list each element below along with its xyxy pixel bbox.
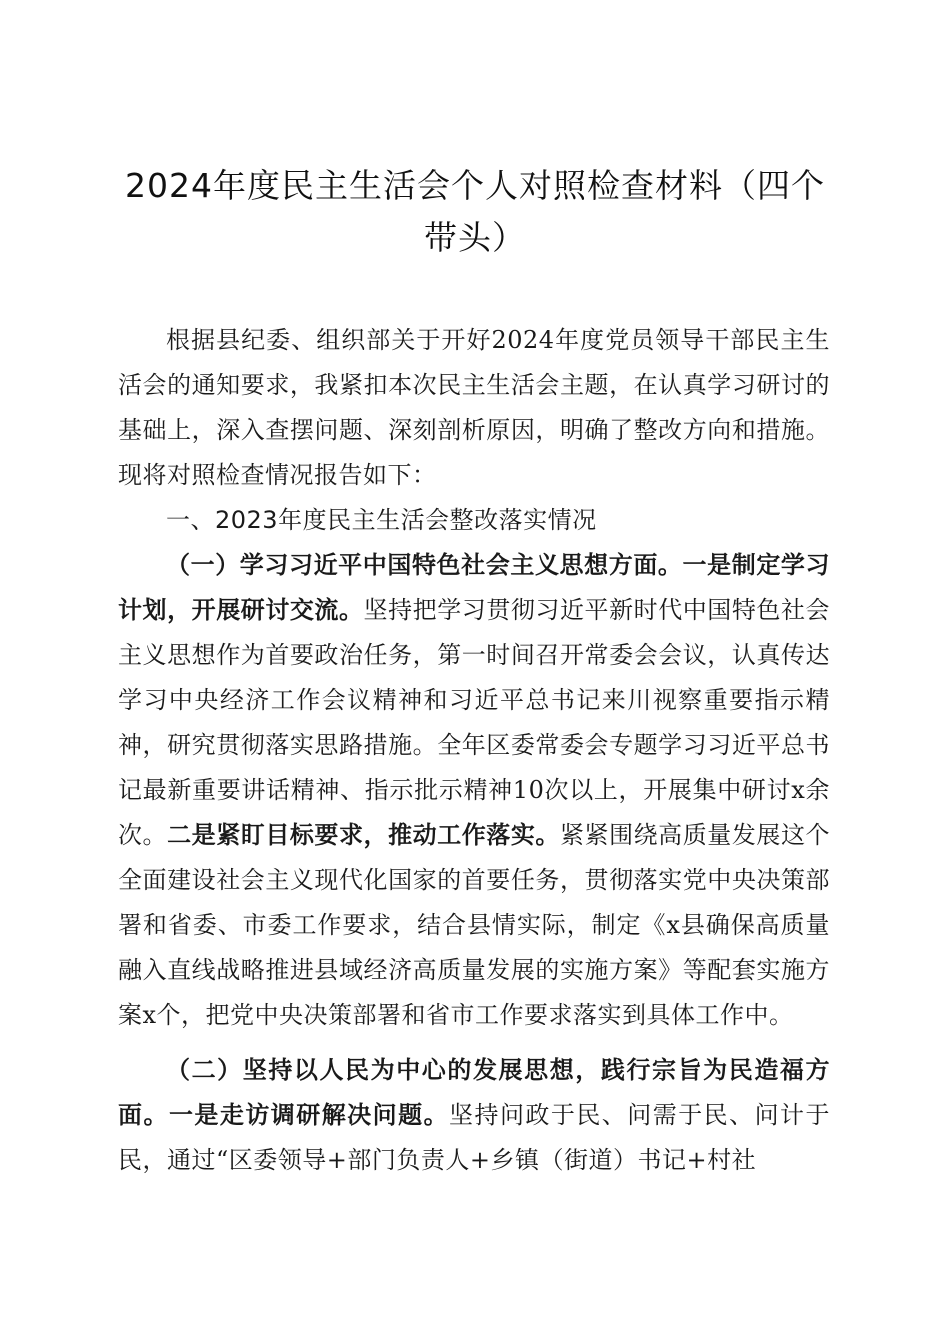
- intro-paragraph: 根据县纪委、组织部关于开好2024年度党员领导干部民主生活会的通知要求，我紧扣本次民主生活会主题，在认真学习研讨的基础上，深入查摆问题、深刻剖析原因，明确了整改方向和措施。现将对照检查情况报告如下：: [118, 326, 830, 489]
- subsection-2-point-1-text: 坚持问政于民、问需于民、问计于民，通过“区委领导+部门负责人+乡镇（街道）书记+村社: [118, 1101, 831, 1174]
- subsection-1-point-1-text: 坚持把学习贯彻习近平新时代中国特色社会主义思想作为首要政治任务，第一时间召开常委会会议，认真传达学习中央经济工作会议精神和习近平总书记来川视察重要指示精神，研究贯彻落实思路措施。全年区委常委会专题学习习近平总书记最新重要讲话精神、指示批示精神10次以上，开展集中研讨x余次。: [118, 596, 831, 849]
- subsection-2-heading: （二）坚持以人民为中心的发展思想，践行宗旨为民造福方面。: [118, 1056, 830, 1129]
- subsection-2-paragraph: [118, 1048, 830, 1183]
- document-title: 2024年度民主生活会个人对照检查材料（四个带头）: [125, 166, 825, 257]
- document-body: [118, 318, 830, 1183]
- subsection-1-heading: （一）学习习近平中国特色社会主义思想方面。: [166, 551, 683, 579]
- subsection-1-point-1-title: 一是制定学习计划，开展研讨交流。: [118, 551, 831, 624]
- subsection-1-point-2-text: 紧紧围绕高质量发展这个全面建设社会主义现代化国家的首要任务，贯彻落实党中央决策部署和省委、市委工作要求，结合县情实际，制定《x县确保高质量融入直线战略推进县域经济高质量发展的实施方案》等配套实施方案x个，把党中央决策部署和省市工作要求落实到具体工作中。: [118, 821, 831, 1029]
- section-heading: 一、2023年度民主生活会整改落实情况: [166, 506, 597, 534]
- subsection-1-paragraph: [118, 543, 830, 1038]
- subsection-1-point-2-title: 二是紧盯目标要求，推动工作落实。: [167, 821, 560, 849]
- subsection-2-point-1-title: 一是走访调研解决问题。: [168, 1101, 450, 1129]
